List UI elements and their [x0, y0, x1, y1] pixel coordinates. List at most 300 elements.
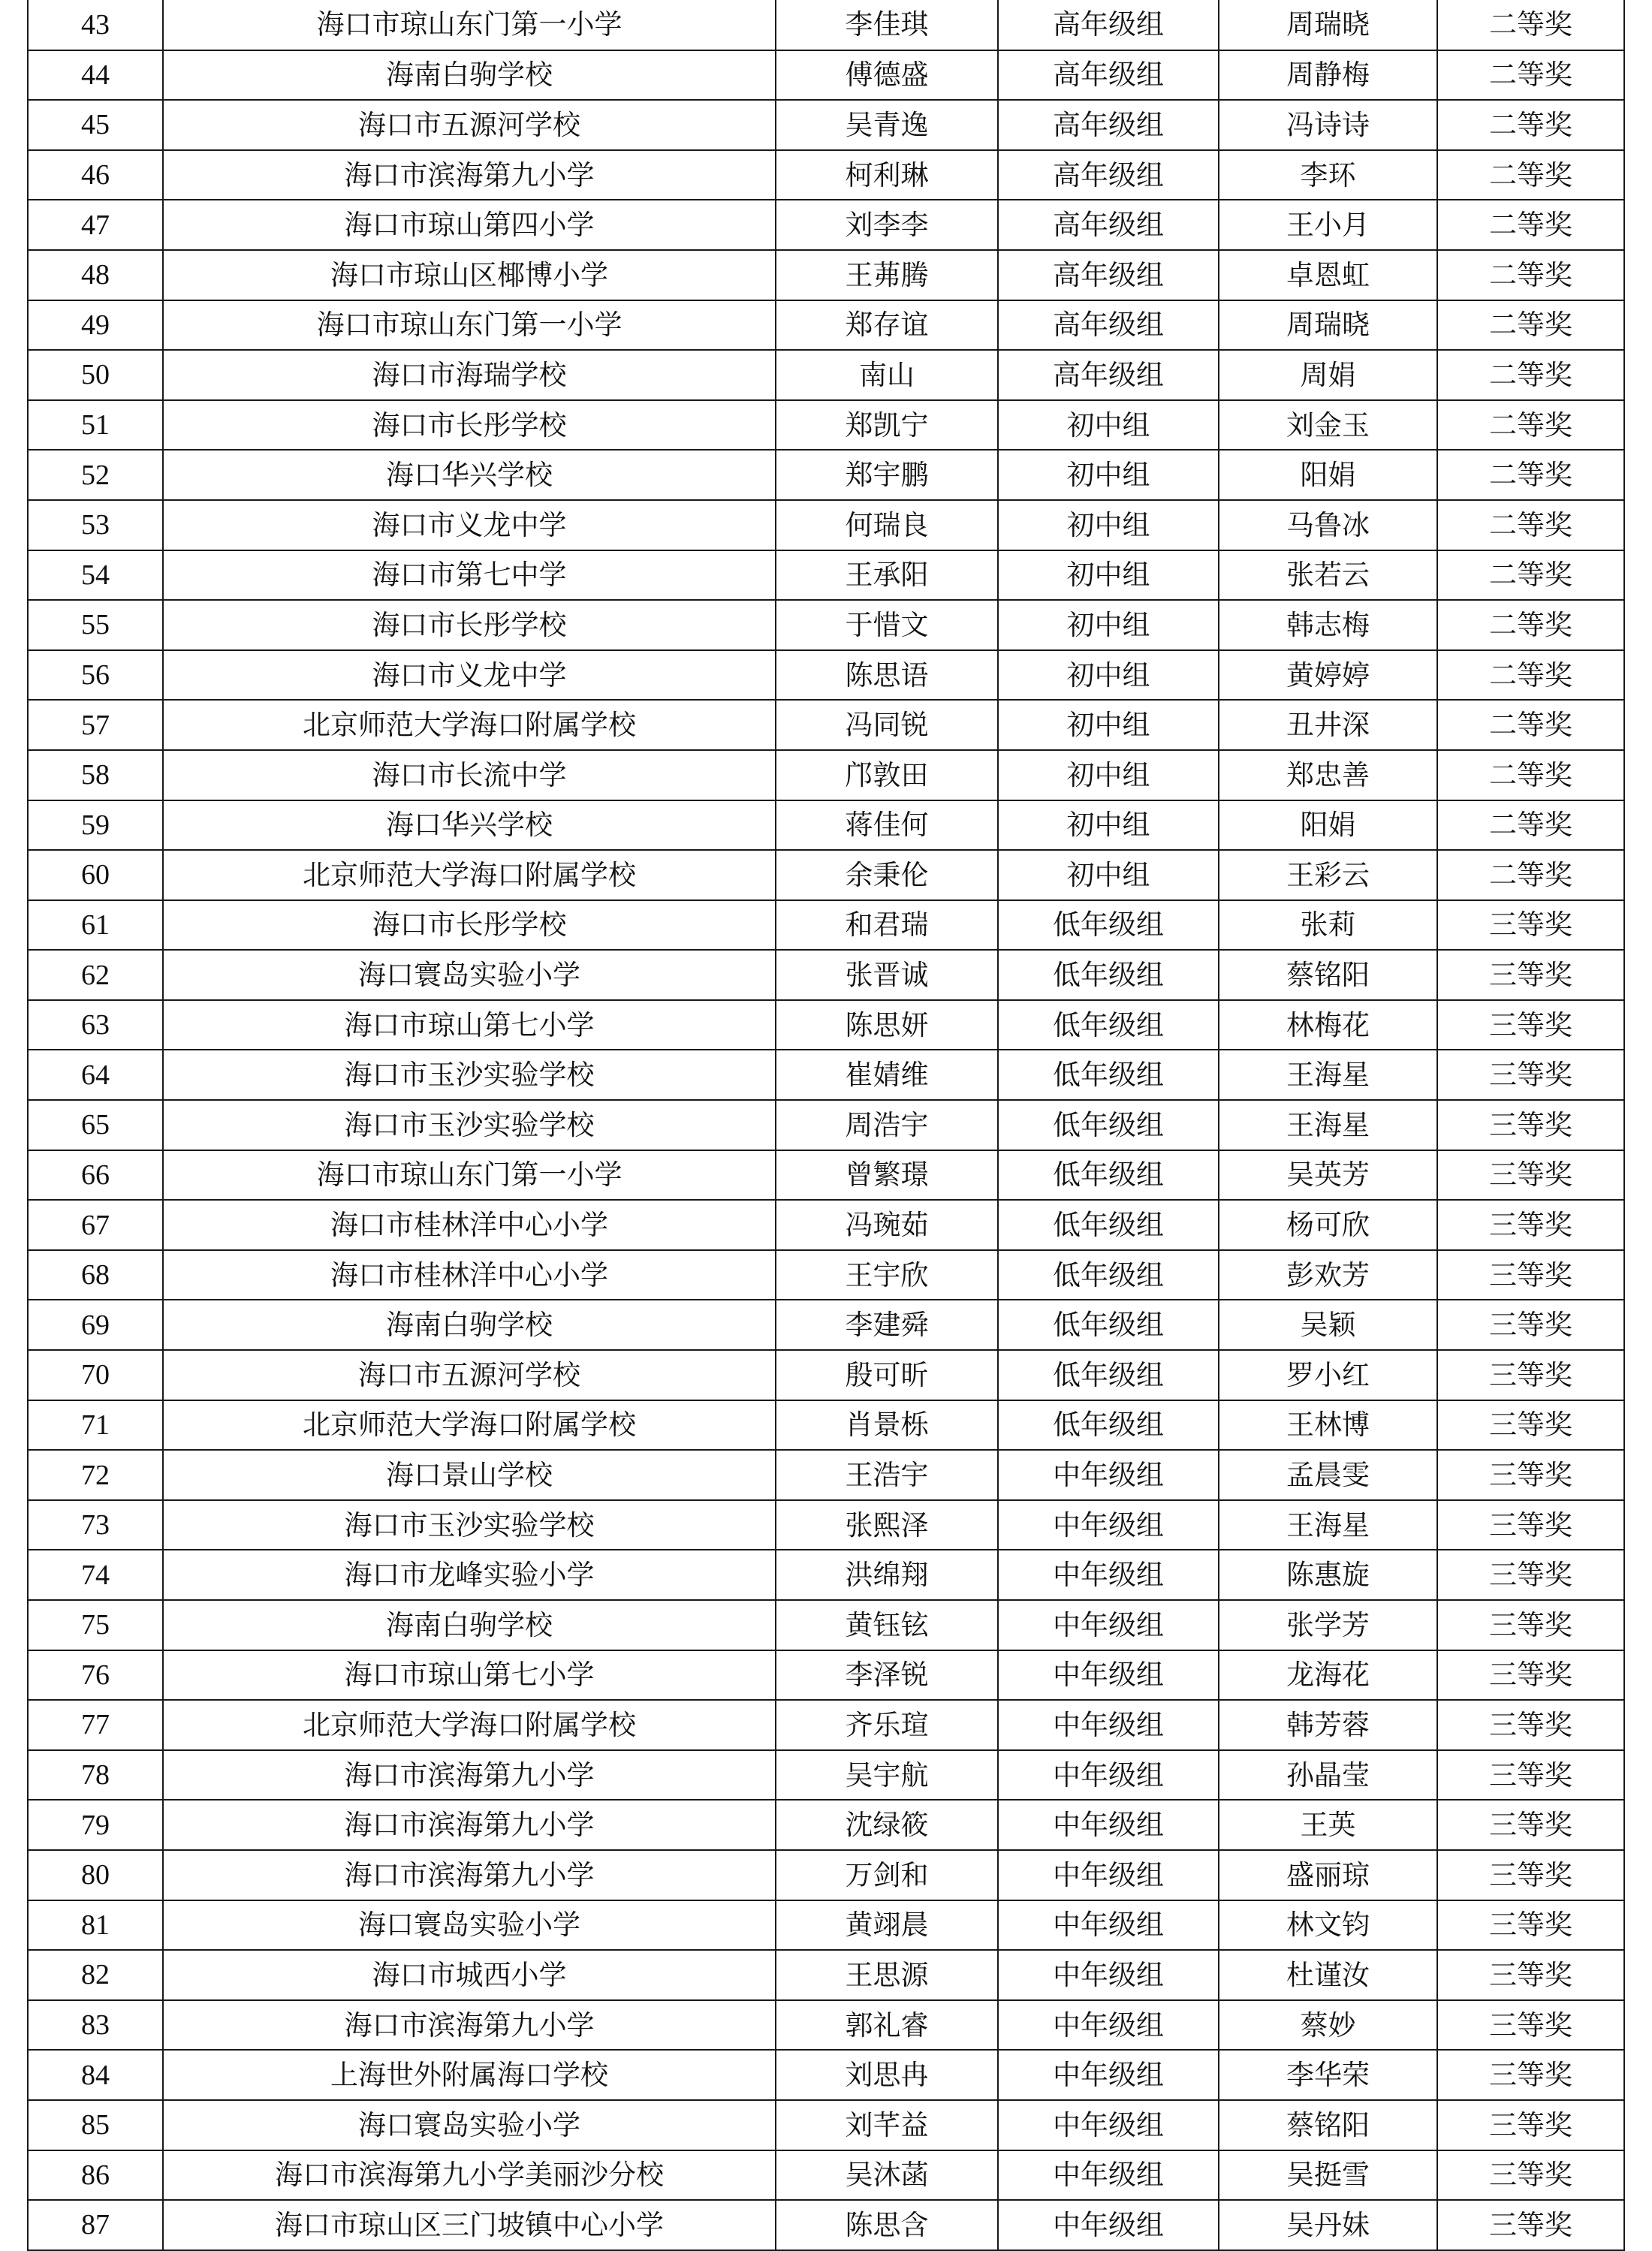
- teacher-name-cell: 吴颖: [1219, 1300, 1437, 1350]
- award-level-cell: 三等奖: [1437, 1000, 1624, 1050]
- row-number-cell: 45: [28, 100, 163, 150]
- student-name-cell: 周浩宇: [776, 1100, 998, 1150]
- school-name-cell: 海口市滨海第九小学: [163, 150, 776, 200]
- student-name-cell: 冯琬茹: [776, 1200, 998, 1250]
- row-number-cell: 49: [28, 300, 163, 351]
- school-name-cell: 海口寰岛实验小学: [163, 1900, 776, 1951]
- award-level-cell: 二等奖: [1437, 350, 1624, 400]
- table-row: [28, 1350, 1624, 1400]
- row-number-cell: 83: [28, 2000, 163, 2051]
- award-level-cell: 二等奖: [1437, 650, 1624, 701]
- award-level-cell: 二等奖: [1437, 750, 1624, 800]
- school-name-cell: 海口市义龙中学: [163, 500, 776, 550]
- school-name-cell: 海口市第七中学: [163, 550, 776, 601]
- table-row: [28, 950, 1624, 1000]
- teacher-name-cell: 郑忠善: [1219, 750, 1437, 800]
- award-level-cell: 三等奖: [1437, 900, 1624, 951]
- teacher-name-cell: 林文钧: [1219, 1900, 1437, 1951]
- student-name-cell: 李建舜: [776, 1300, 998, 1350]
- row-number-cell: 71: [28, 1400, 163, 1451]
- student-name-cell: 柯利琳: [776, 150, 998, 200]
- group-name-cell: 中年级组: [998, 1500, 1219, 1550]
- row-number-cell: 51: [28, 400, 163, 451]
- student-name-cell: 张晋诚: [776, 950, 998, 1000]
- table-row: [28, 2150, 1624, 2201]
- school-name-cell: 海口寰岛实验小学: [163, 950, 776, 1000]
- teacher-name-cell: 张学芳: [1219, 1600, 1437, 1650]
- school-name-cell: 海口市滨海第九小学: [163, 1800, 776, 1850]
- award-level-cell: 二等奖: [1437, 450, 1624, 500]
- award-level-cell: 二等奖: [1437, 550, 1624, 601]
- teacher-name-cell: 王海星: [1219, 1100, 1437, 1150]
- teacher-name-cell: 王林博: [1219, 1400, 1437, 1451]
- table-row: [28, 1300, 1624, 1350]
- student-name-cell: 南山: [776, 350, 998, 400]
- teacher-name-cell: 张莉: [1219, 900, 1437, 951]
- row-number-cell: 68: [28, 1250, 163, 1300]
- student-name-cell: 王宇欣: [776, 1250, 998, 1300]
- row-number-cell: 55: [28, 600, 163, 650]
- group-name-cell: 初中组: [998, 450, 1219, 500]
- group-name-cell: 中年级组: [998, 2150, 1219, 2201]
- school-name-cell: 海口市滨海第九小学: [163, 2000, 776, 2051]
- row-number-cell: 57: [28, 700, 163, 750]
- group-name-cell: 中年级组: [998, 1550, 1219, 1600]
- group-name-cell: 高年级组: [998, 100, 1219, 150]
- school-name-cell: 海口市琼山第七小学: [163, 1000, 776, 1050]
- teacher-name-cell: 王海星: [1219, 1050, 1437, 1100]
- school-name-cell: 海口寰岛实验小学: [163, 2100, 776, 2150]
- row-number-cell: 50: [28, 350, 163, 400]
- school-name-cell: 北京师范大学海口附属学校: [163, 700, 776, 750]
- student-name-cell: 和君瑞: [776, 900, 998, 951]
- student-name-cell: 郑存谊: [776, 300, 998, 351]
- student-name-cell: 郭礼睿: [776, 2000, 998, 2051]
- award-level-cell: 三等奖: [1437, 1850, 1624, 1900]
- row-number-cell: 72: [28, 1450, 163, 1500]
- teacher-name-cell: 罗小红: [1219, 1350, 1437, 1400]
- school-name-cell: 海口市长彤学校: [163, 400, 776, 451]
- table-row: [28, 1250, 1624, 1300]
- row-number-cell: 56: [28, 650, 163, 701]
- teacher-name-cell: 张若云: [1219, 550, 1437, 601]
- group-name-cell: 低年级组: [998, 1000, 1219, 1050]
- teacher-name-cell: 马鲁冰: [1219, 500, 1437, 550]
- student-name-cell: 冯同锐: [776, 700, 998, 750]
- table-row: [28, 150, 1624, 200]
- teacher-name-cell: 周娟: [1219, 350, 1437, 400]
- table-row: [28, 1500, 1624, 1550]
- row-number-cell: 53: [28, 500, 163, 550]
- teacher-name-cell: 孙晶莹: [1219, 1750, 1437, 1800]
- row-number-cell: 46: [28, 150, 163, 200]
- group-name-cell: 高年级组: [998, 50, 1219, 101]
- award-level-cell: 三等奖: [1437, 1500, 1624, 1550]
- table-row: [28, 1800, 1624, 1850]
- school-name-cell: 海口华兴学校: [163, 800, 776, 851]
- teacher-name-cell: 周瑞晓: [1219, 0, 1437, 50]
- table-row: [28, 400, 1624, 451]
- table-row: [28, 1950, 1624, 2000]
- award-level-cell: 三等奖: [1437, 2050, 1624, 2100]
- teacher-name-cell: 彭欢芳: [1219, 1250, 1437, 1300]
- award-level-cell: 二等奖: [1437, 0, 1624, 50]
- teacher-name-cell: 蔡铭阳: [1219, 2100, 1437, 2150]
- student-name-cell: 余秉伦: [776, 850, 998, 900]
- award-level-cell: 二等奖: [1437, 200, 1624, 250]
- student-name-cell: 李泽锐: [776, 1650, 998, 1701]
- group-name-cell: 高年级组: [998, 0, 1219, 50]
- group-name-cell: 初中组: [998, 400, 1219, 451]
- school-name-cell: 海口市琼山第七小学: [163, 1650, 776, 1701]
- school-name-cell: 海口市桂林洋中心小学: [163, 1250, 776, 1300]
- school-name-cell: 海口华兴学校: [163, 450, 776, 500]
- group-name-cell: 高年级组: [998, 200, 1219, 250]
- group-name-cell: 初中组: [998, 650, 1219, 701]
- teacher-name-cell: 蔡铭阳: [1219, 950, 1437, 1000]
- table-row: [28, 1900, 1624, 1951]
- group-name-cell: 中年级组: [998, 2100, 1219, 2150]
- table-row: [28, 2050, 1624, 2100]
- table-row: [28, 650, 1624, 701]
- table-row: [28, 300, 1624, 351]
- school-name-cell: 海南白驹学校: [163, 1600, 776, 1650]
- student-name-cell: 齐乐瑄: [776, 1700, 998, 1750]
- award-level-cell: 三等奖: [1437, 1900, 1624, 1951]
- row-number-cell: 63: [28, 1000, 163, 1050]
- group-name-cell: 中年级组: [998, 1950, 1219, 2000]
- award-level-cell: 三等奖: [1437, 1200, 1624, 1250]
- teacher-name-cell: 阳娟: [1219, 800, 1437, 851]
- student-name-cell: 何瑞良: [776, 500, 998, 550]
- table-row: [28, 600, 1624, 650]
- row-number-cell: 86: [28, 2150, 163, 2201]
- teacher-name-cell: 盛丽琼: [1219, 1850, 1437, 1900]
- school-name-cell: 海口市桂林洋中心小学: [163, 1200, 776, 1250]
- teacher-name-cell: 李环: [1219, 150, 1437, 200]
- student-name-cell: 肖景栎: [776, 1400, 998, 1451]
- group-name-cell: 高年级组: [998, 350, 1219, 400]
- award-level-cell: 二等奖: [1437, 700, 1624, 750]
- row-number-cell: 54: [28, 550, 163, 601]
- teacher-name-cell: 周瑞晓: [1219, 300, 1437, 351]
- teacher-name-cell: 卓恩虹: [1219, 250, 1437, 300]
- student-name-cell: 崔婧维: [776, 1050, 998, 1100]
- school-name-cell: 海口市长彤学校: [163, 600, 776, 650]
- award-level-cell: 三等奖: [1437, 1250, 1624, 1300]
- table-row: [28, 1550, 1624, 1600]
- row-number-cell: 62: [28, 950, 163, 1000]
- school-name-cell: 北京师范大学海口附属学校: [163, 1700, 776, 1750]
- group-name-cell: 初中组: [998, 800, 1219, 851]
- row-number-cell: 59: [28, 800, 163, 851]
- school-name-cell: 海口市滨海第九小学: [163, 1750, 776, 1800]
- school-name-cell: 海口市城西小学: [163, 1950, 776, 2000]
- table-row: [28, 2200, 1624, 2250]
- school-name-cell: 海口市琼山东门第一小学: [163, 0, 776, 50]
- table-row: [28, 50, 1624, 101]
- group-name-cell: 低年级组: [998, 900, 1219, 951]
- school-name-cell: 海口市玉沙实验学校: [163, 1050, 776, 1100]
- teacher-name-cell: 孟晨雯: [1219, 1450, 1437, 1500]
- row-number-cell: 66: [28, 1150, 163, 1201]
- award-level-cell: 三等奖: [1437, 1600, 1624, 1650]
- teacher-name-cell: 周静梅: [1219, 50, 1437, 101]
- award-level-cell: 二等奖: [1437, 300, 1624, 351]
- group-name-cell: 中年级组: [998, 1850, 1219, 1900]
- student-name-cell: 王茀腾: [776, 250, 998, 300]
- row-number-cell: 67: [28, 1200, 163, 1250]
- school-name-cell: 海口市龙峰实验小学: [163, 1550, 776, 1600]
- award-level-cell: 二等奖: [1437, 150, 1624, 200]
- award-level-cell: 三等奖: [1437, 2150, 1624, 2201]
- table-row: [28, 1600, 1624, 1650]
- row-number-cell: 79: [28, 1800, 163, 1850]
- group-name-cell: 低年级组: [998, 1100, 1219, 1150]
- group-name-cell: 中年级组: [998, 1800, 1219, 1850]
- student-name-cell: 陈思语: [776, 650, 998, 701]
- group-name-cell: 初中组: [998, 500, 1219, 550]
- group-name-cell: 初中组: [998, 700, 1219, 750]
- student-name-cell: 洪绵翔: [776, 1550, 998, 1600]
- row-number-cell: 61: [28, 900, 163, 951]
- table-row: [28, 250, 1624, 300]
- group-name-cell: 中年级组: [998, 1650, 1219, 1701]
- group-name-cell: 高年级组: [998, 300, 1219, 351]
- school-name-cell: 海口市滨海第九小学美丽沙分校: [163, 2150, 776, 2201]
- table-row: [28, 850, 1624, 900]
- teacher-name-cell: 丑井深: [1219, 700, 1437, 750]
- award-level-cell: 三等奖: [1437, 1650, 1624, 1701]
- award-level-cell: 二等奖: [1437, 800, 1624, 851]
- student-name-cell: 王浩宇: [776, 1450, 998, 1500]
- group-name-cell: 低年级组: [998, 1350, 1219, 1400]
- table-row: [28, 1450, 1624, 1500]
- table-row: [28, 750, 1624, 800]
- school-name-cell: 海口市滨海第九小学: [163, 1850, 776, 1900]
- student-name-cell: 王思源: [776, 1950, 998, 2000]
- row-number-cell: 58: [28, 750, 163, 800]
- teacher-name-cell: 王彩云: [1219, 850, 1437, 900]
- award-level-cell: 二等奖: [1437, 250, 1624, 300]
- school-name-cell: 海口景山学校: [163, 1450, 776, 1500]
- student-name-cell: 刘芊益: [776, 2100, 998, 2150]
- award-table-body: [28, 0, 1624, 2250]
- table-row: [28, 1700, 1624, 1750]
- row-number-cell: 77: [28, 1700, 163, 1750]
- table-row: [28, 500, 1624, 550]
- teacher-name-cell: 王英: [1219, 1800, 1437, 1850]
- teacher-name-cell: 龙海花: [1219, 1650, 1437, 1701]
- award-level-cell: 二等奖: [1437, 400, 1624, 451]
- student-name-cell: 陈思妍: [776, 1000, 998, 1050]
- award-level-cell: 三等奖: [1437, 1150, 1624, 1201]
- award-level-cell: 三等奖: [1437, 2200, 1624, 2250]
- teacher-name-cell: 刘金玉: [1219, 400, 1437, 451]
- award-level-cell: 三等奖: [1437, 1550, 1624, 1600]
- table-row: [28, 1000, 1624, 1050]
- school-name-cell: 海口市琼山区椰博小学: [163, 250, 776, 300]
- teacher-name-cell: 吴挺雪: [1219, 2150, 1437, 2201]
- school-name-cell: 海南白驹学校: [163, 50, 776, 101]
- group-name-cell: 低年级组: [998, 950, 1219, 1000]
- award-level-cell: 三等奖: [1437, 1750, 1624, 1800]
- student-name-cell: 万剑和: [776, 1850, 998, 1900]
- award-table: [27, 0, 1625, 2251]
- student-name-cell: 王承阳: [776, 550, 998, 601]
- teacher-name-cell: 阳娟: [1219, 450, 1437, 500]
- school-name-cell: 北京师范大学海口附属学校: [163, 1400, 776, 1451]
- row-number-cell: 81: [28, 1900, 163, 1951]
- school-name-cell: 北京师范大学海口附属学校: [163, 850, 776, 900]
- table-row: [28, 1400, 1624, 1451]
- teacher-name-cell: 林梅花: [1219, 1000, 1437, 1050]
- student-name-cell: 蒋佳何: [776, 800, 998, 851]
- student-name-cell: 傅德盛: [776, 50, 998, 101]
- table-row: [28, 2100, 1624, 2150]
- award-level-cell: 三等奖: [1437, 1450, 1624, 1500]
- school-name-cell: 海口市长彤学校: [163, 900, 776, 951]
- award-level-cell: 三等奖: [1437, 1700, 1624, 1750]
- school-name-cell: 海口市琼山东门第一小学: [163, 1150, 776, 1201]
- row-number-cell: 52: [28, 450, 163, 500]
- row-number-cell: 65: [28, 1100, 163, 1150]
- award-level-cell: 三等奖: [1437, 1050, 1624, 1100]
- group-name-cell: 初中组: [998, 850, 1219, 900]
- row-number-cell: 74: [28, 1550, 163, 1600]
- group-name-cell: 中年级组: [998, 1700, 1219, 1750]
- school-name-cell: 海口市五源河学校: [163, 1350, 776, 1400]
- award-list-page: [27, 0, 1623, 2249]
- row-number-cell: 73: [28, 1500, 163, 1550]
- teacher-name-cell: 冯诗诗: [1219, 100, 1437, 150]
- school-name-cell: 海口市海瑞学校: [163, 350, 776, 400]
- table-row: [28, 1750, 1624, 1800]
- school-name-cell: 海口市长流中学: [163, 750, 776, 800]
- award-level-cell: 三等奖: [1437, 1800, 1624, 1850]
- award-level-cell: 三等奖: [1437, 1350, 1624, 1400]
- group-name-cell: 高年级组: [998, 250, 1219, 300]
- group-name-cell: 高年级组: [998, 150, 1219, 200]
- row-number-cell: 82: [28, 1950, 163, 2000]
- row-number-cell: 64: [28, 1050, 163, 1100]
- group-name-cell: 低年级组: [998, 1200, 1219, 1250]
- table-row: [28, 0, 1624, 50]
- school-name-cell: 海口市琼山区三门坡镇中心小学: [163, 2200, 776, 2250]
- row-number-cell: 85: [28, 2100, 163, 2150]
- row-number-cell: 84: [28, 2050, 163, 2100]
- award-level-cell: 三等奖: [1437, 1300, 1624, 1350]
- student-name-cell: 郑宇鹏: [776, 450, 998, 500]
- row-number-cell: 76: [28, 1650, 163, 1701]
- teacher-name-cell: 吴丹妹: [1219, 2200, 1437, 2250]
- group-name-cell: 初中组: [998, 750, 1219, 800]
- table-row: [28, 1100, 1624, 1150]
- row-number-cell: 43: [28, 0, 163, 50]
- teacher-name-cell: 杜谨汝: [1219, 1950, 1437, 2000]
- student-name-cell: 曾繁璟: [776, 1150, 998, 1201]
- table-row: [28, 1050, 1624, 1100]
- group-name-cell: 低年级组: [998, 1050, 1219, 1100]
- group-name-cell: 低年级组: [998, 1250, 1219, 1300]
- student-name-cell: 李佳琪: [776, 0, 998, 50]
- student-name-cell: 刘思冉: [776, 2050, 998, 2100]
- row-number-cell: 78: [28, 1750, 163, 1800]
- table-row: [28, 2000, 1624, 2051]
- student-name-cell: 吴青逸: [776, 100, 998, 150]
- group-name-cell: 低年级组: [998, 1150, 1219, 1201]
- student-name-cell: 张熙泽: [776, 1500, 998, 1550]
- school-name-cell: 海口市玉沙实验学校: [163, 1100, 776, 1150]
- school-name-cell: 海口市五源河学校: [163, 100, 776, 150]
- row-number-cell: 80: [28, 1850, 163, 1900]
- row-number-cell: 48: [28, 250, 163, 300]
- award-level-cell: 三等奖: [1437, 2100, 1624, 2150]
- row-number-cell: 70: [28, 1350, 163, 1400]
- table-row: [28, 700, 1624, 750]
- student-name-cell: 于惜文: [776, 600, 998, 650]
- group-name-cell: 低年级组: [998, 1300, 1219, 1350]
- teacher-name-cell: 王小月: [1219, 200, 1437, 250]
- teacher-name-cell: 陈惠旋: [1219, 1550, 1437, 1600]
- student-name-cell: 邝敦田: [776, 750, 998, 800]
- row-number-cell: 60: [28, 850, 163, 900]
- award-level-cell: 二等奖: [1437, 500, 1624, 550]
- teacher-name-cell: 王海星: [1219, 1500, 1437, 1550]
- group-name-cell: 中年级组: [998, 1600, 1219, 1650]
- table-row: [28, 350, 1624, 400]
- group-name-cell: 初中组: [998, 550, 1219, 601]
- student-name-cell: 郑凯宁: [776, 400, 998, 451]
- student-name-cell: 吴宇航: [776, 1750, 998, 1800]
- table-row: [28, 550, 1624, 601]
- student-name-cell: 黄翊晨: [776, 1900, 998, 1951]
- row-number-cell: 47: [28, 200, 163, 250]
- group-name-cell: 中年级组: [998, 2200, 1219, 2250]
- school-name-cell: 海口市玉沙实验学校: [163, 1500, 776, 1550]
- award-level-cell: 三等奖: [1437, 950, 1624, 1000]
- group-name-cell: 中年级组: [998, 1750, 1219, 1800]
- student-name-cell: 黄钰铉: [776, 1600, 998, 1650]
- group-name-cell: 中年级组: [998, 1450, 1219, 1500]
- table-row: [28, 200, 1624, 250]
- teacher-name-cell: 黄婷婷: [1219, 650, 1437, 701]
- award-level-cell: 二等奖: [1437, 600, 1624, 650]
- row-number-cell: 75: [28, 1600, 163, 1650]
- school-name-cell: 上海世外附属海口学校: [163, 2050, 776, 2100]
- table-row: [28, 100, 1624, 150]
- teacher-name-cell: 韩芳蓉: [1219, 1700, 1437, 1750]
- table-row: [28, 450, 1624, 500]
- teacher-name-cell: 韩志梅: [1219, 600, 1437, 650]
- row-number-cell: 69: [28, 1300, 163, 1350]
- award-level-cell: 三等奖: [1437, 1100, 1624, 1150]
- award-level-cell: 二等奖: [1437, 850, 1624, 900]
- student-name-cell: 沈绿筱: [776, 1800, 998, 1850]
- school-name-cell: 海口市义龙中学: [163, 650, 776, 701]
- award-level-cell: 三等奖: [1437, 2000, 1624, 2051]
- row-number-cell: 87: [28, 2200, 163, 2250]
- student-name-cell: 陈思含: [776, 2200, 998, 2250]
- award-level-cell: 二等奖: [1437, 100, 1624, 150]
- teacher-name-cell: 杨可欣: [1219, 1200, 1437, 1250]
- table-row: [28, 900, 1624, 951]
- row-number-cell: 44: [28, 50, 163, 101]
- award-level-cell: 三等奖: [1437, 1400, 1624, 1451]
- school-name-cell: 海南白驹学校: [163, 1300, 776, 1350]
- teacher-name-cell: 吴英芳: [1219, 1150, 1437, 1201]
- school-name-cell: 海口市琼山第四小学: [163, 200, 776, 250]
